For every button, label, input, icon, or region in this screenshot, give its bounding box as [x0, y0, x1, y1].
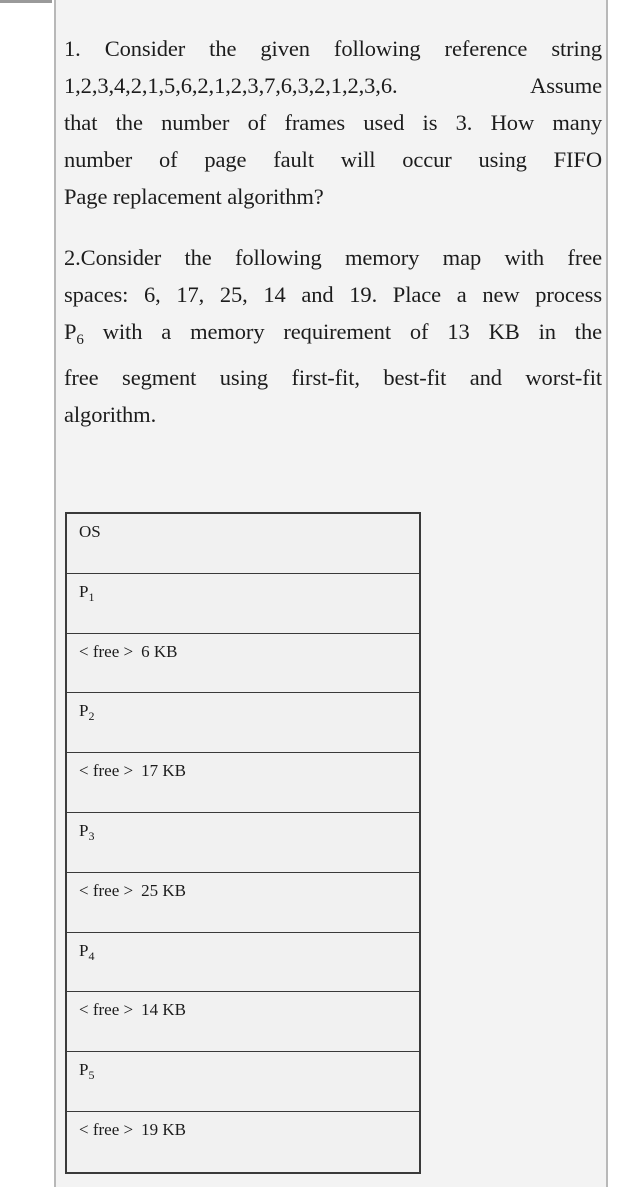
question-2-line	[64, 313, 602, 359]
process-subscript: 2	[88, 709, 95, 724]
memory-row-p1	[67, 574, 419, 634]
process-label	[79, 582, 94, 605]
process-letter: P	[79, 581, 89, 601]
memory-row-free-2	[67, 753, 419, 813]
free-tag: < free >	[79, 641, 134, 661]
free-size: 14 KB	[141, 1000, 186, 1020]
free-segment-label	[79, 1120, 186, 1140]
free-segment-label	[79, 1000, 186, 1020]
question-2-line-rest: with a memory requirement of 13 KB in the	[83, 319, 602, 344]
process-subscript: 3	[88, 828, 95, 843]
memory-row-free-1	[67, 634, 419, 694]
memory-row-p3	[67, 813, 419, 873]
memory-row-os	[67, 514, 419, 574]
process-label	[79, 821, 94, 844]
memory-row-free-3	[67, 873, 419, 933]
process-letter: P	[79, 820, 89, 840]
memory-row-free-5	[67, 1112, 419, 1172]
question-1	[64, 30, 602, 215]
process-label	[79, 1060, 94, 1083]
free-segment-label	[79, 642, 177, 662]
process-subscript: 1	[88, 589, 95, 604]
free-tag: < free >	[79, 1119, 134, 1139]
process-letter: P	[79, 701, 89, 721]
question-1-line: 1. Consider the given following reference string	[64, 36, 602, 61]
question-1-line: 1,2,3,4,2,1,5,6,2,1,2,3,7,6,3,2,1,2,3,6. Assume	[64, 73, 602, 98]
free-tag: < free >	[79, 761, 134, 781]
free-segment-label	[79, 881, 186, 901]
question-1-line: that the number of frames used is 3. How many	[64, 110, 602, 135]
os-label: OS	[79, 522, 101, 541]
question-2-line: algorithm.	[64, 402, 157, 427]
question-2	[64, 239, 602, 433]
process-label	[79, 941, 94, 964]
process-letter: P	[79, 940, 89, 960]
process-p6-subscript: 6	[76, 332, 84, 348]
question-2-line: 2.Consider the following memory map with free	[64, 245, 602, 270]
memory-row-p5	[67, 1052, 419, 1112]
top-divider	[0, 0, 52, 3]
free-segment-label	[79, 761, 186, 781]
process-letter: P	[79, 1060, 89, 1080]
process-subscript: 4	[88, 948, 95, 963]
question-2-line: free segment using first-fit, best-fit and worst-fit	[64, 365, 602, 390]
process-subscript: 5	[88, 1068, 95, 1083]
free-size: 17 KB	[141, 761, 186, 781]
memory-row-free-4	[67, 992, 419, 1052]
question-1-line: Page replacement algorithm?	[64, 184, 324, 209]
memory-row-p2	[67, 693, 419, 753]
memory-row-p4	[67, 933, 419, 993]
question-2-line: spaces: 6, 17, 25, 14 and 19. Place a new process	[64, 282, 602, 307]
free-size: 6 KB	[141, 641, 178, 661]
process-p6-label: P	[64, 319, 77, 344]
question-1-line: number of page fault will occur using FIFO	[64, 147, 602, 172]
free-size: 19 KB	[141, 1119, 186, 1139]
process-label	[79, 701, 94, 724]
free-tag: < free >	[79, 880, 134, 900]
free-size: 25 KB	[141, 880, 186, 900]
memory-map-table	[65, 512, 421, 1174]
free-tag: < free >	[79, 1000, 134, 1020]
